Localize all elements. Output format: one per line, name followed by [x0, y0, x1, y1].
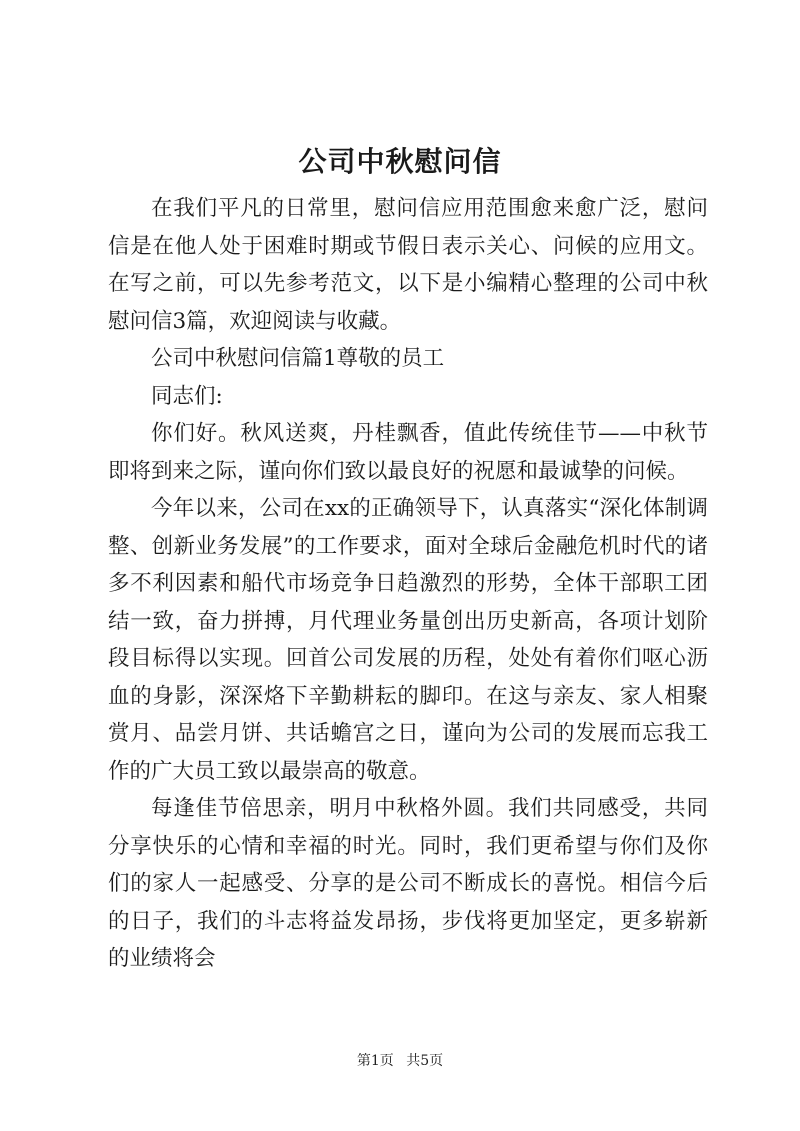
document-body: [108, 190, 708, 978]
paragraph-achievements: 今年以来，公司在xx的正确领导下，认真落实“深化体制调整、创新业务发展”的工作要求，面对全球后金融危机时代的诸多不利因素和船代市场竞争日趋激烈的形势，全体干部职工团结一致，奋力拼搏，月代理业务量创出历史新高，各项计划阶段目标得以实现。回首公司发展的历程，处处有着你们呕心沥血的身影，深深烙下辛勤耕耘的脚印。在这与亲友、家人相聚赏月、品尝月饼、共话蟾宫之日，谨向为公司的发展而忘我工作的广大员工致以最崇高的敬意。: [108, 496, 708, 784]
document-title: 公司中秋慰问信: [298, 145, 502, 178]
page-number: 第1页: [356, 1053, 394, 1069]
paragraph-section-heading: 公司中秋慰问信篇1尊敬的员工: [151, 346, 445, 371]
paragraph-salutation: 同志们:: [151, 383, 223, 409]
paragraph-festival: 每逢佳节倍思亲，明月中秋格外圆。我们共同感受，共同分享快乐的心情和幸福的时光。同时，我们更希望与你们及你们的家人一起感受、分享的是公司不断成长的喜悦。相信今后的日子，我们的斗志将益发昂扬，步伐将更加坚定，更多崭新的业绩将会: [108, 796, 708, 971]
paragraph-intro: 在我们平凡的日常里，慰问信应用范围愈来愈广泛，慰问信是在他人处于困难时期或节假日表示关心、问候的应用文。在写之前，可以先参考范文，以下是小编精心整理的公司中秋慰问信3篇，欢迎阅读与收藏。: [108, 196, 708, 334]
paragraph-greeting: 你们好。秋风送爽，丹桂飘香，值此传统佳节——中秋节即将到来之际，谨向你们致以最良好的祝愿和最诚挚的问候。: [108, 421, 708, 484]
page-footer: [0, 1050, 800, 1070]
page-total: 共5页: [406, 1053, 444, 1069]
